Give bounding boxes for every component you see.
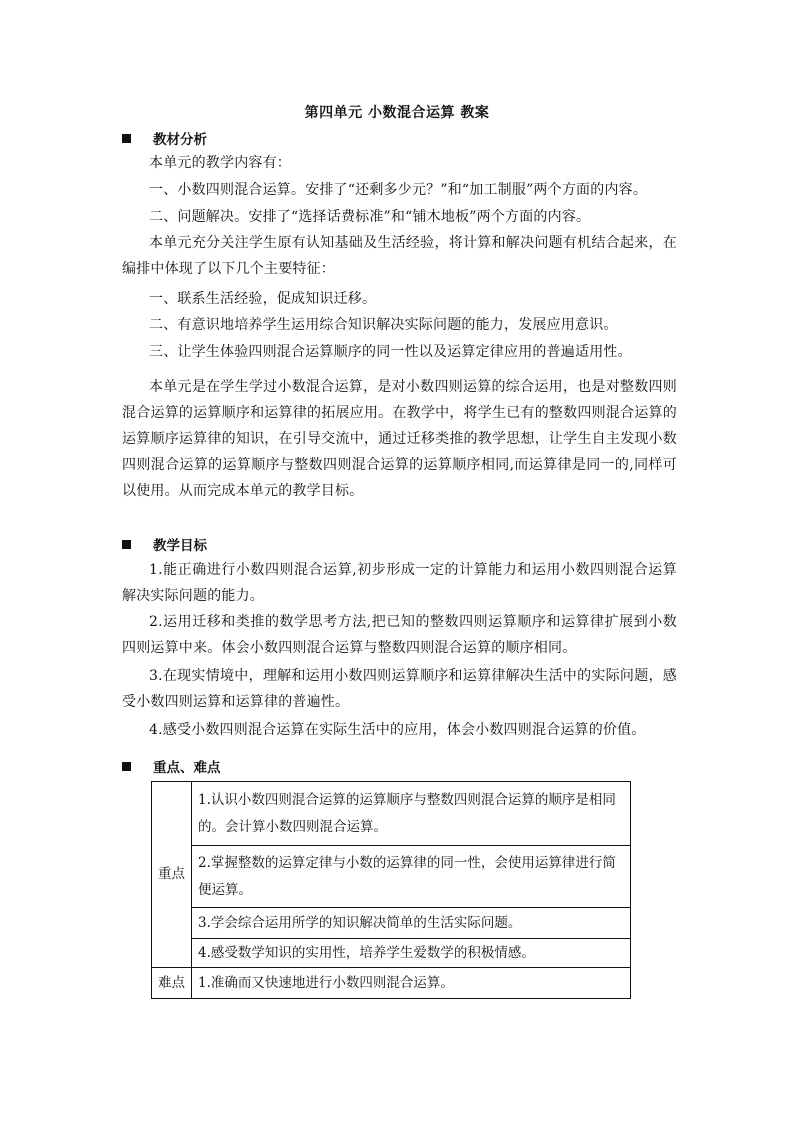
paragraph: 一、联系生活经验，促成知识迁移。: [149, 291, 377, 307]
paragraph: 3.在现实情境中，理解和运用小数四则运算顺序和运算律解决生活中的实际问题，感受小数四则运算和运算律的普遍性。: [122, 668, 677, 710]
keypoints-table: [151, 781, 631, 999]
paragraph: 二、问题解决。安排了“选择话费标准”和“铺木地板”两个方面的内容。: [149, 209, 591, 225]
paragraph: 1.能正确进行小数四则混合运算,初步形成一定的计算能力和运用小数四则混合运算解决实际问题的能力。: [122, 562, 677, 604]
paragraph: 4.感受小数四则混合运算在实际生活中的应用，体会小数四则混合运算的价值。: [149, 722, 646, 738]
table-row: [152, 846, 631, 908]
paragraph: 本单元的教学内容有：: [149, 155, 291, 171]
nandian-label: 难点: [152, 968, 192, 999]
section-heading-analysis: 教材分析: [122, 128, 207, 148]
table-cell: 1.准确而又快速地进行小数四则混合运算。: [192, 968, 631, 999]
table-cell: 3.学会综合运用所学的知识解决简单的生活实际问题。: [192, 908, 631, 939]
paragraph: 一、小数四则混合运算。安排了“还剩多少元？”和“加工制服”两个方面的内容。: [149, 182, 648, 198]
table-row: [152, 908, 631, 939]
table-row: [152, 782, 631, 846]
section-heading-keypoints: 重点、难点: [122, 756, 221, 776]
table-cell: 4.感受数学知识的实用性，培养学生爱数学的积极情感。: [192, 939, 631, 968]
table-cell: 2.掌握整数的运算定律与小数的运算律的同一性，会使用运算律进行简便运算。: [192, 846, 631, 908]
table-row: [152, 939, 631, 968]
table-cell: 1.认识小数四则混合运算的运算顺序与整数四则混合运算的顺序是相同的。会计算小数四则混合运算。: [192, 782, 631, 846]
square-bullet-icon: [122, 134, 131, 143]
section-heading-goals: 教学目标: [122, 534, 207, 554]
paragraph: 本单元是在学生学过小数混合运算，是对小数四则运算的综合运用，也是对整数四则混合运算的运算顺序和运算律的拓展应用。在教学中，将学生已有的整数四则混合运算的运算顺序运算律的知识，在引导交流中，通过迁移类推的教学思想，让学生自主发现小数四则混合运算的运算顺序与整数四则混合运算的运算顺序相同,而运算律是同一的,同样可以使用。从而完成本单元的教学目标。: [122, 379, 677, 499]
paragraph: 三、让学生体验四则混合运算顺序的同一性以及运算定律应用的普遍适用性。: [149, 344, 632, 360]
square-bullet-icon: [122, 540, 131, 549]
page-title: 第四单元 小数混合运算 教案: [304, 105, 490, 121]
square-bullet-icon: [122, 762, 131, 771]
zhongdian-label: 重点: [152, 782, 192, 968]
table-row: [152, 968, 631, 999]
paragraph: 本单元充分关注学生原有认知基础及生活经验，将计算和解决问题有机结合起来，在编排中体现了以下几个主要特征：: [122, 235, 677, 277]
paragraph: 2.运用迁移和类推的数学思考方法,把已知的整数四则运算顺序和运算律扩展到小数四则运算中来。体会小数四则混合运算与整数四则混合运算的顺序相同。: [122, 614, 677, 656]
paragraph: 二、有意识地培养学生运用综合知识解决实际问题的能力，发展应用意识。: [149, 317, 618, 333]
